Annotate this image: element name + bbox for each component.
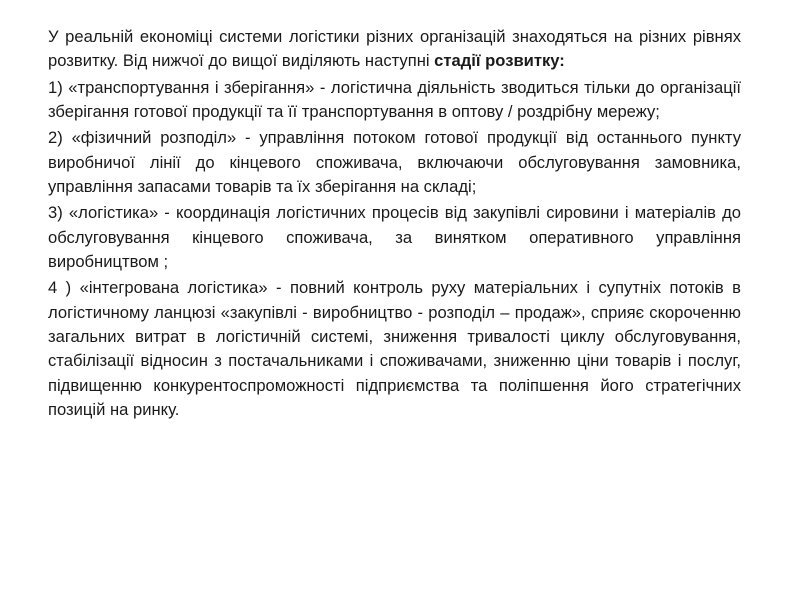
stage-4-paragraph: 4 ) «інтегрована логістика» - повний контроль руху матеріальних і супутніх потоків в логістичному ланцюзі «закупівлі - виробництво - розподіл – продаж», сприяє скороченню загальних витрат в логістичній системі, зниження тривалості циклу обслуговування, стабілізації відносин з постачальниками і споживачами, зниженню ціни товарів і послуг, підвищенню конкурентоспроможності підприємства та поліпшення його стратегічних позицій на ринку. (48, 278, 741, 420)
intro-paragraph (48, 25, 741, 74)
intro-emphasis: стадії розвитку: (434, 51, 565, 71)
stage-2-paragraph: 2) «фізичний розподіл» - управління потоком готової продукції від останнього пункту виробничої лінії до кінцевого споживача, включаючи обслуговування замовника, управління запасами товарів та їх зберігання на складі; (48, 128, 741, 197)
stage-3-paragraph: 3) «логістика» - координація логістичних процесів від закупівлі сировини і матеріалів до обслуговування кінцевого споживача, за винятком оперативного управління виробництвом ; (48, 203, 741, 272)
stage-1-paragraph: 1) «транспортування і зберігання» - логістична діяльність зводиться тільки до організації зберігання готової продукції та її транспортування в оптову / роздрібну мережу; (48, 77, 741, 122)
document-page (48, 25, 741, 585)
intro-text: У реальній економіці системи логістики різних організацій знаходяться на різних рівнях розвитку. Від нижчої до вищої виділяють наступні (48, 27, 741, 71)
